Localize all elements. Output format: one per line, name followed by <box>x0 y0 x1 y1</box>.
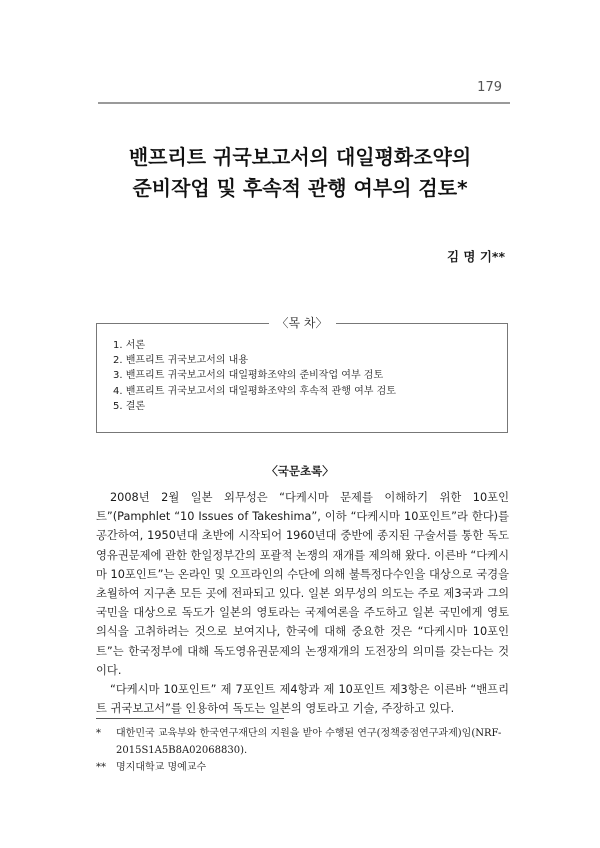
footnote-rule <box>96 718 284 719</box>
title-line-2: 준비작업 및 후속적 관행 여부의 검토* <box>132 176 468 200</box>
title-line-1: 밴프리트 귀국보고서의 대일평화조약의 <box>128 145 472 169</box>
abstract-body <box>96 488 509 718</box>
toc-item: 3. 밴프리트 귀국보고서의 대일평화조약의 준비작업 여부 검토 <box>113 370 384 382</box>
toc-list <box>113 338 396 414</box>
footnote-marker: * <box>96 728 101 739</box>
footnote-text: 대한민국 교육부와 한국연구재단의 지원을 받아 수행된 연구(정책중점연구과제)임(NRF-2015S1A5B8A02068830). <box>116 728 502 756</box>
footnote <box>96 759 509 776</box>
header-rule <box>98 102 510 104</box>
toc-item: 5. 결론 <box>113 400 146 412</box>
abstract-paragraph: 2008년 2월 일본 외무성은 “다케시마 문제를 이해하기 위한 10포인트”(Pamphlet “10 Issues of Takeshima”, 이하 “다케시마 10포인트”라 한다)를 공간하여, 1950년대 초반에 시작되어 1960년대 중반에 종지된 구술서를 통한 독도영유권문제에 관한 한일정부간의 포괄적 논쟁의 재개를 제의해 왔다. 이른바 “다케시마 10포인트”는 온라인 및 오프라인의 수단에 의해 불특정다수인을 대상으로 국경을 초월하여 지구촌 모든 곳에 전파되고 있다. 일본 외무성의 의도는 주로 제3국과 그의 국민을 대상으로 독도가 일본의 영토라는 국제여론을 주도하고 일본 국민에게 영토의식을 고취하려는 것으로 보여지나, 한국에 대해 중요한 것은 “다케시마 10포인트”는 한국정부에 대해 독도영유권문제의 논쟁재개의 도전장의 의미를 갖는다는 것이다. <box>96 491 509 677</box>
footnotes <box>96 725 509 776</box>
toc-item: 2. 밴프리트 귀국보고서의 내용 <box>113 355 248 367</box>
abstract-heading: 〈국문초록〉 <box>266 464 334 478</box>
paper-title <box>60 142 540 204</box>
footnote-text: 명지대학교 명예교수 <box>116 762 207 773</box>
page-number: 179 <box>477 80 502 95</box>
footnote-marker: ** <box>96 762 106 773</box>
toc-item: 1. 서론 <box>113 340 146 351</box>
author-name: 김 명 기** <box>446 249 505 264</box>
abstract-paragraph: “다케시마 10포인트” 제 7포인트 제4항과 제 10포인트 제3항은 이른바 “밴프리트 귀국보고서”를 인용하여 독도는 일본의 영토라고 기술, 주장하고 있다. <box>96 683 509 716</box>
toc-item: 4. 밴프리트 귀국보고서의 대일평화조약의 후속적 관행 여부 검토 <box>113 385 396 397</box>
toc-heading: 〈목 차〉 <box>97 315 507 331</box>
footnote <box>96 725 509 759</box>
table-of-contents <box>96 316 508 433</box>
